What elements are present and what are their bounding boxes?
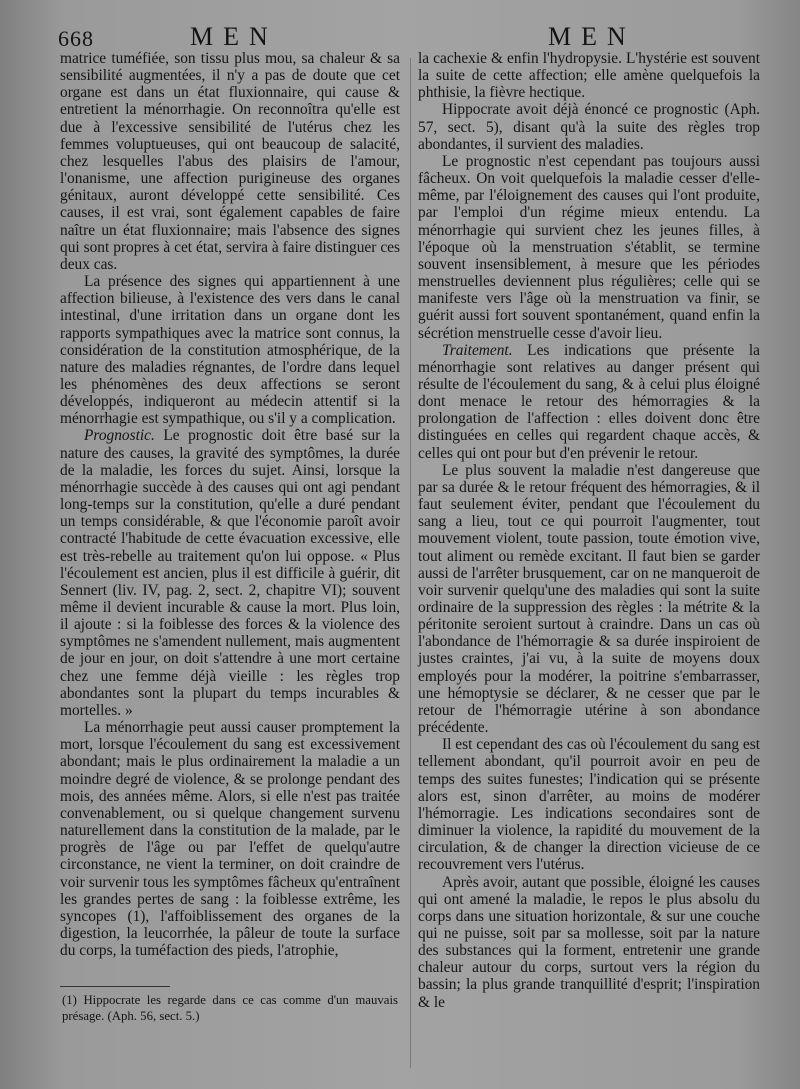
column-divider (410, 58, 411, 1068)
right-paragraph-2: Hippocrate avoit déjà énoncé ce prognostic (Aph. 57, sect. 5), disant qu'à la suite des règles trop abondantes, il survient des maladies. (418, 101, 760, 153)
right-paragraph-3: Le prognostic n'est cependant pas toujours aussi fâcheux. On voit quelquefois la maladie cesser d'elle-même, par l'éloignement des causes qui l'ont produite, par l'emploi d'un régime mieux entendu. La ménorrhagie qui survient chez les jeunes filles, à l'époque où la menstruation s'établit, se termine souvent insensiblement, à mesure que les périodes menstruelles deviennent plus régulières; celle qui se manifeste vers l'âge où la menstruation va finir, se guérit aussi fort souvent spontanément, quand enfin la sécrétion menstruelle cesse d'avoir lieu. (418, 152, 760, 342)
right-paragraph-6: Il est cependant des cas où l'écoulement du sang est tellement abondant, qu'il pourroit avoir en peu de temps des suites funestes; l'indication qui se présente alors est, sinon d'arrêter, au moins de modérer l'hémorragie. Les indications secondaires sont de diminuer la violence, la rapidité du mouvement de la circulation, & de changer la direction vicieuse de ce recouvrement vers l'utérus. (418, 736, 760, 874)
treatment-heading: Traitement. (442, 341, 513, 359)
left-paragraph-1: matrice tuméfiée, son tissu plus mou, sa chaleur & sa sensibilité augmentées, il n'y a pas de doute que cet organe est dans un état fluxionnaire, qui cause & entretient la ménorrhagie. On reconnoîtra qu'elle est due à l'excessive sensibilité de l'utérus chez les femmes voluptueuses, qui ont beaucoup de salacité, chez lesquelles l'abus des plaisirs de l'amour, l'onanisme, une affection purigineuse des organes génitaux, auront développé cette sensibilité. Ces causes, il est vrai, sont également capables de faire naître un état fluxionnaire; mais l'absence des signes qui sont propres à cet état, servira à faire distinguer ces deux cas. (60, 50, 400, 273)
right-paragraph-7: Après avoir, autant que possible, éloigné les causes qui ont amené la maladie, le repos le plus absolu du corps dans une situation horizontale, & sur une couche qui ne puisse, soit par sa mollesse, soit par la nature des substances qui la forment, entretenir une grande chaleur autour du corps, surtout vers la région du bassin; la plus grande tranquillité d'esprit; l'inspiration & le (418, 873, 760, 1011)
right-paragraph-1: la cachexie & enfin l'hydropysie. L'hystérie est souvent la suite de cette affection; elle amène quelquefois la phthisie, la fièvre hectique. (418, 50, 760, 102)
footnote: (1) Hippocrate les regarde dans ce cas comme d'un mauvais présage. (Aph. 56, sect. 5.) (62, 993, 398, 1023)
running-title-right: MEN (548, 22, 636, 51)
left-column (60, 50, 400, 959)
page-number: 668 (58, 26, 94, 51)
prognostic-heading: Prognostic. (84, 427, 155, 445)
treatment-text: Les indications que présente la ménorrhagie sont relatives au danger présent qui résulte de l'écoulement du sang, & à celui plus éloigné dont menace le retour des hémorragies & la prolongation de l'affection : elles doivent donc être distinguées en celles qui regardent chaque accès, & celles qui ont pour but d'en prévenir le retour. (418, 341, 760, 462)
right-column (418, 50, 760, 1011)
running-title-left: MEN (190, 22, 278, 51)
right-paragraph-5: Le plus souvent la maladie n'est dangereuse que par sa durée & le retour fréquent des hémorragies, & il faut seulement éviter, pendant que l'écoulement du sang a lieu, tout ce qui pourroit l'augmenter, tout mouvement violent, toute passion, toute émotion vive, tout aliment ou remède excitant. Il faut bien se garder aussi de l'arrêter brusquement, car on ne manqueroit de voir survenir quelqu'une des maladies qui sont la suite ordinaire de la suppression des règles : la métrite & la péritonite seroient surtout à craindre. Dans un cas où l'abondance de l'hémorragie & sa durée inspiroient de justes craintes, j'ai vu, à la suite de moyens doux employés pour la modérer, la poitrine s'embarrasser, une hémoptysie se déclarer, & ne cesser que par le retour de l'hémorragie utérine à son abondance précédente. (418, 461, 760, 737)
prognostic-text: Le prognostic doit être basé sur la nature des causes, la gravité des symptômes, la durée de la maladie, les forces du sujet. Ainsi, lorsque la ménorrhagie succède à des causes qui ont agi pendant long-temps sur la constitution, qu'elle a duré pendant un temps considérable, & que l'économie paroît avoir contracté l'habitude de cette évacuation excessive, elle est très-rebelle au traitement qu'on lui oppose. « Plus l'écoulement est ancien, plus il est difficile à guérir, dit Sennert (liv. IV, pag. 2, sect. 2, chapitre VI); souvent même il devient incurable & cause la mort. Plus loin, il ajoute : si la foiblesse des forces & la violence des symptômes ne s'amendent nullement, mais augmentent de jour en jour, on doit s'attendre à une mort certaine chez une femme déjà vieille : les règles trop abondantes sont la plupart du temps incurables & mortelles. » (60, 427, 400, 719)
footnote-rule (60, 986, 170, 987)
right-paragraph-4 (418, 342, 760, 462)
left-paragraph-3 (60, 427, 400, 719)
left-paragraph-4: La ménorrhagie peut aussi causer promptement la mort, lorsque l'écoulement du sang est excessivement abondant; mais le plus ordinairement la maladie a un moindre degré de violence, & se prolonge pendant des mois, des années même. Alors, si elle n'est pas traitée convenablement, ou si quelque changement survenu naturellement dans la constitution de la malade, par le progrès de l'âge ou par l'effet de quelqu'autre circonstance, ne vient la terminer, on doit craindre de voir survenir tous les symptômes fâcheux qu'entraînent les grandes pertes de sang : la foiblesse extrême, les syncopes (1), l'affoiblissement des organes de la digestion, la leucorrhée, la pâleur de toute la surface du corps, la tuméfaction des pieds, l'atrophie, (60, 719, 400, 960)
left-paragraph-2: La présence des signes qui appartiennent à une affection bilieuse, à l'existence des vers dans le canal intestinal, d'une irritation dans un organe dont les rapports sympathiques avec la matrice sont connus, la considération de la constitution atmosphérique, de la nature des maladies régnantes, de l'ordre dans lequel les phénomènes des deux affections se seront développés, indiqueront au médecin attentif si la ménorrhagie est sympathique, ou s'il y a complication. (60, 273, 400, 428)
